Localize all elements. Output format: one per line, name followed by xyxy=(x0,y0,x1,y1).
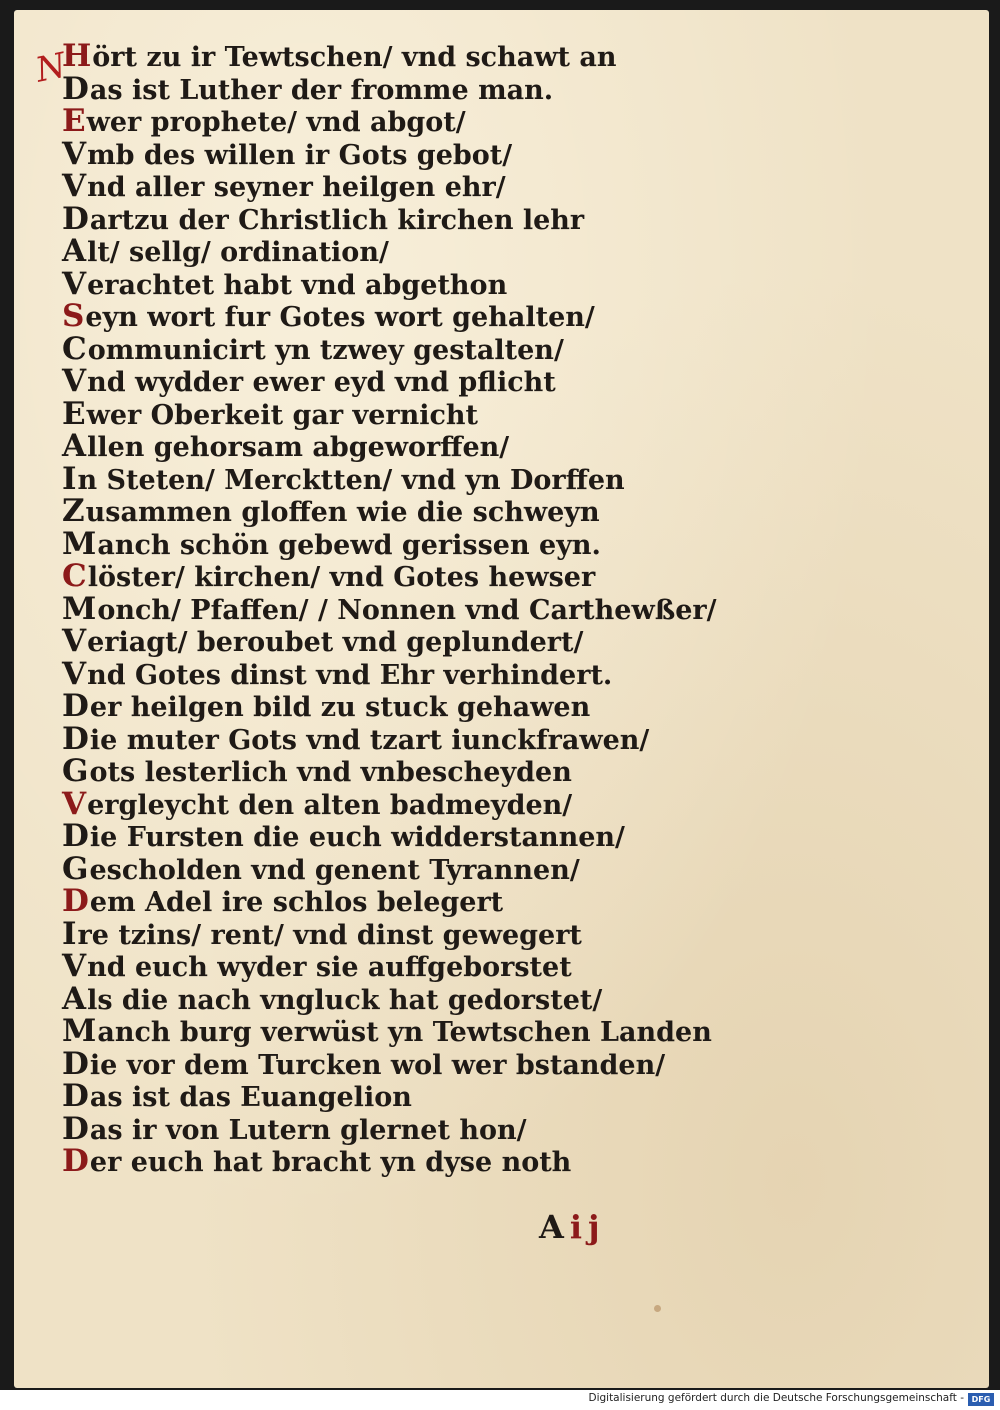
verse-initial: V xyxy=(62,785,87,822)
verse-text: artzu der Christlich kirchen lehr xyxy=(89,204,585,236)
verse-initial: V xyxy=(62,135,87,172)
verse-text: ergleycht den alten badmeyden/ xyxy=(87,789,573,821)
verse-initial: C xyxy=(62,558,87,594)
verse-text: er euch hat bracht yn dyse noth xyxy=(89,1147,572,1178)
verse-line xyxy=(62,885,942,918)
verse-line xyxy=(62,560,942,593)
verse-line xyxy=(62,1110,942,1147)
verse-line xyxy=(62,785,942,822)
verse-initial: D xyxy=(62,688,89,724)
verse-text: eriagt/ beroubet vnd geplundert/ xyxy=(87,627,584,658)
verse-line xyxy=(62,300,942,333)
book-page xyxy=(14,10,989,1388)
verse-line xyxy=(62,40,942,73)
verse-line xyxy=(62,755,942,788)
verse-text: llen gehorsam abgeworffen/ xyxy=(87,432,510,463)
verse-initial: V xyxy=(62,363,87,399)
verse-line xyxy=(62,70,942,107)
verse-line xyxy=(62,915,942,952)
verse-line xyxy=(62,105,942,138)
verse-initial: H xyxy=(62,38,92,74)
verse-initial: C xyxy=(62,330,87,367)
verse-text: ie Fursten die euch widderstannen/ xyxy=(89,822,625,853)
verse-text: mb des willen ir Gots gebot/ xyxy=(87,139,513,171)
verse-text: erachtet habt vnd abgethon xyxy=(87,269,508,301)
verse-initial: D xyxy=(62,883,89,919)
verse-line xyxy=(62,820,942,853)
verse-text: n Steten/ Mercktten/ vnd yn Dorffen xyxy=(77,464,625,496)
marginal-mark: 𝑁 xyxy=(32,45,70,91)
verse-initial: S xyxy=(62,298,85,334)
verse-line xyxy=(62,330,942,367)
verse-initial: D xyxy=(62,1078,89,1114)
verse-text: ört zu ir Tewtschen/ vnd schawt an xyxy=(92,42,617,73)
verse-text: em Adel ire schlos belegert xyxy=(89,887,504,918)
verse-text: usammen gloffen wie die schweyn xyxy=(85,497,600,528)
verse-initial: D xyxy=(62,1045,89,1082)
verse-line xyxy=(62,980,942,1017)
verse-initial: Z xyxy=(62,493,85,529)
footer-bar xyxy=(0,1390,1000,1410)
verse-line xyxy=(62,395,942,432)
verse-initial: V xyxy=(62,265,87,302)
verse-line xyxy=(62,625,942,658)
verse-initial: A xyxy=(62,980,87,1017)
verse-line xyxy=(62,495,942,528)
verse-line xyxy=(62,460,942,497)
verse-block xyxy=(62,40,942,1178)
verse-text: as ist Luther der fromme man. xyxy=(89,74,554,106)
verse-initial: E xyxy=(62,395,86,432)
signature-mark xyxy=(539,1208,606,1246)
verse-line xyxy=(62,200,942,237)
verse-line xyxy=(62,1015,942,1048)
verse-text: nd aller seyner heilgen ehr/ xyxy=(87,172,506,203)
verse-text: re tzins/ rent/ vnd dinst gewegert xyxy=(77,919,582,951)
verse-initial: V xyxy=(62,655,87,692)
verse-initial: G xyxy=(62,850,89,887)
signature-letter: A xyxy=(539,1208,570,1246)
verse-text: nd euch wyder sie auffgeborstet xyxy=(87,952,572,983)
verse-text: ie vor dem Turcken wol wer bstanden/ xyxy=(89,1049,666,1081)
dfg-logo: DFG xyxy=(968,1393,994,1406)
verse-text: löster/ kirchen/ vnd Gotes hewser xyxy=(87,562,596,593)
verse-text: ommunicirt yn tzwey gestalten/ xyxy=(87,334,564,366)
verse-initial: M xyxy=(62,590,97,627)
verse-text: er heilgen bild zu stuck gehawen xyxy=(89,692,591,723)
verse-line xyxy=(62,590,942,627)
verse-text: nd wydder ewer eyd vnd pflicht xyxy=(87,367,556,398)
verse-text: onch/ Pfaffen/ / Nonnen vnd Carthewßer/ xyxy=(97,594,717,626)
verse-initial: A xyxy=(62,233,87,269)
verse-initial: V xyxy=(62,168,87,204)
verse-initial: D xyxy=(62,70,89,107)
verse-text: ie muter Gots vnd tzart iunckfrawen/ xyxy=(89,724,650,756)
verse-text: ots lesterlich vnd vnbescheyden xyxy=(89,757,572,788)
verse-line xyxy=(62,265,942,302)
verse-initial: G xyxy=(62,753,89,789)
verse-line xyxy=(62,170,942,203)
verse-line xyxy=(62,720,942,757)
verse-line xyxy=(62,525,942,562)
verse-initial: D xyxy=(62,818,89,854)
verse-line xyxy=(62,1045,942,1082)
verse-line xyxy=(62,430,942,463)
verse-text: as ist das Euangelion xyxy=(89,1082,412,1113)
verse-line xyxy=(62,690,942,723)
verse-text: wer prophete/ vnd abgot/ xyxy=(86,107,466,138)
verse-initial: M xyxy=(62,525,97,562)
verse-initial: I xyxy=(62,915,77,952)
verse-line xyxy=(62,1145,942,1178)
verse-initial: E xyxy=(62,103,86,139)
verse-line xyxy=(62,850,942,887)
verse-line xyxy=(62,365,942,398)
verse-text: anch schön gebewd gerissen eyn. xyxy=(97,529,601,561)
verse-initial: V xyxy=(62,948,87,984)
verse-initial: D xyxy=(62,1110,89,1147)
verse-text: eyn wort fur Gotes wort gehalten/ xyxy=(85,302,595,333)
verse-initial: V xyxy=(62,623,87,659)
verse-initial: D xyxy=(62,1143,89,1179)
verse-text: lt/ sellg/ ordination/ xyxy=(87,237,389,268)
verse-initial: D xyxy=(62,200,89,237)
verse-text: ls die nach vngluck hat gedorstet/ xyxy=(87,984,603,1016)
verse-line xyxy=(62,1080,942,1113)
verse-text: anch burg verwüst yn Tewtschen Landen xyxy=(97,1017,712,1048)
funding-notice: Digitalisierung gefördert durch die Deutsche Forschungsgemeinschaft - xyxy=(588,1392,964,1404)
verse-text: as ir von Lutern glernet hon/ xyxy=(89,1114,527,1146)
verse-line xyxy=(62,135,942,172)
verse-initial: D xyxy=(62,720,89,757)
verse-initial: A xyxy=(62,428,87,464)
paper-stain xyxy=(654,1305,661,1312)
verse-initial: I xyxy=(62,460,77,497)
verse-line xyxy=(62,235,942,268)
verse-text: nd Gotes dinst vnd Ehr verhindert. xyxy=(87,659,613,691)
verse-line xyxy=(62,950,942,983)
verse-text: escholden vnd genent Tyrannen/ xyxy=(89,854,580,886)
verse-initial: M xyxy=(62,1013,97,1049)
signature-numeral: ij xyxy=(569,1208,606,1246)
verse-text: wer Oberkeit gar vernicht xyxy=(86,399,479,431)
verse-line xyxy=(62,655,942,692)
